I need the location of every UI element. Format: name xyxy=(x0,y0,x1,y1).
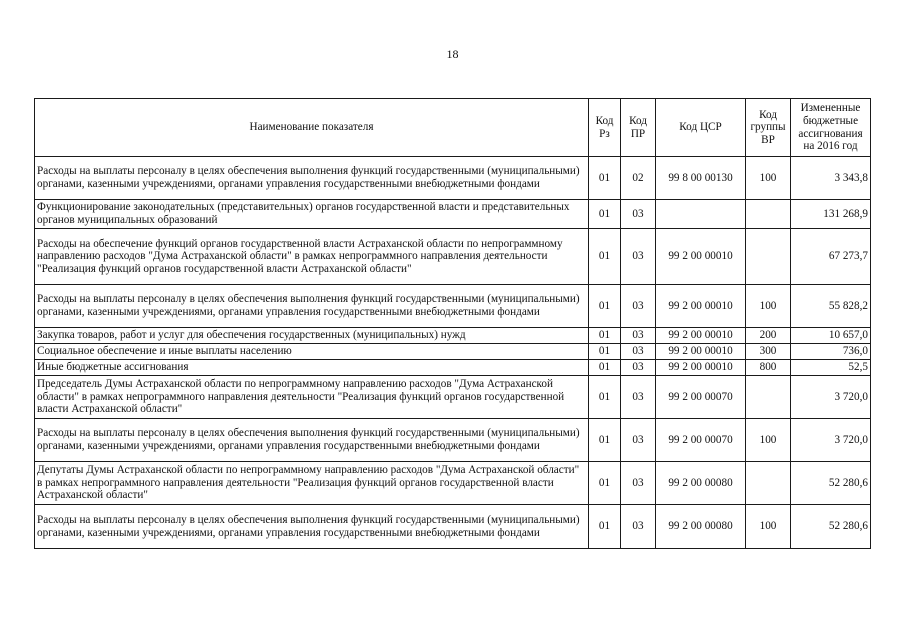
table-row xyxy=(35,200,871,229)
header-rz: Код Рз xyxy=(589,99,621,157)
table-row xyxy=(35,157,871,200)
header-csr: Код ЦСР xyxy=(656,99,746,157)
cell-rz: 01 xyxy=(589,229,621,285)
cell-pr: 03 xyxy=(621,344,656,360)
cell-amount: 3 343,8 xyxy=(791,157,871,200)
cell-amount: 3 720,0 xyxy=(791,419,871,462)
cell-amount: 52 280,6 xyxy=(791,505,871,549)
cell-name: Депутаты Думы Астраханской области по непрограммному направлению расходов "Дума Астраханской области" в рамках непрограммного направления деятельности "Реализация функций органов государственной власти Астраханской области" xyxy=(35,462,589,505)
cell-vr: 100 xyxy=(746,505,791,549)
cell-rz: 01 xyxy=(589,376,621,419)
cell-csr: 99 2 00 00070 xyxy=(656,419,746,462)
cell-name: Социальное обеспечение и иные выплаты населению xyxy=(35,344,589,360)
cell-amount: 67 273,7 xyxy=(791,229,871,285)
cell-rz: 01 xyxy=(589,462,621,505)
cell-pr: 03 xyxy=(621,360,656,376)
cell-pr: 03 xyxy=(621,462,656,505)
cell-rz: 01 xyxy=(589,328,621,344)
cell-amount: 736,0 xyxy=(791,344,871,360)
cell-amount: 52,5 xyxy=(791,360,871,376)
cell-name: Расходы на обеспечение функций органов государственной власти Астраханской области по непрограммному направлению расходов "Дума Астраханской области" в рамках непрограммного направления деятельности "Реализация функций органов государственной власти Астраханской области" xyxy=(35,229,589,285)
table-row xyxy=(35,285,871,328)
cell-csr: 99 2 00 00010 xyxy=(656,344,746,360)
cell-rz: 01 xyxy=(589,419,621,462)
header-name: Наименование показателя xyxy=(35,99,589,157)
cell-csr: 99 2 00 00080 xyxy=(656,462,746,505)
cell-pr: 03 xyxy=(621,376,656,419)
cell-rz: 01 xyxy=(589,157,621,200)
cell-pr: 03 xyxy=(621,285,656,328)
table-row xyxy=(35,360,871,376)
cell-name: Расходы на выплаты персоналу в целях обеспечения выполнения функций государственными (муниципальными) органами, казенными учреждениями, органами управления государственными внебюджетными фондами xyxy=(35,505,589,549)
table-row xyxy=(35,328,871,344)
cell-amount: 52 280,6 xyxy=(791,462,871,505)
cell-pr: 03 xyxy=(621,200,656,229)
cell-csr: 99 2 00 00070 xyxy=(656,376,746,419)
cell-vr xyxy=(746,462,791,505)
cell-name: Иные бюджетные ассигнования xyxy=(35,360,589,376)
table-row xyxy=(35,229,871,285)
cell-pr: 02 xyxy=(621,157,656,200)
cell-name: Расходы на выплаты персоналу в целях обеспечения выполнения функций государственными (муниципальными) органами, казенными учреждениями, органами управления государственными внебюджетными фондами xyxy=(35,157,589,200)
cell-csr: 99 2 00 00010 xyxy=(656,328,746,344)
cell-csr: 99 2 00 00010 xyxy=(656,285,746,328)
cell-name: Закупка товаров, работ и услуг для обеспечения государственных (муниципальных) нужд xyxy=(35,328,589,344)
cell-vr: 300 xyxy=(746,344,791,360)
cell-amount: 131 268,9 xyxy=(791,200,871,229)
cell-name: Расходы на выплаты персоналу в целях обеспечения выполнения функций государственными (муниципальными) органами, казенными учреждениями, органами управления государственными внебюджетными фондами xyxy=(35,285,589,328)
cell-pr: 03 xyxy=(621,328,656,344)
cell-pr: 03 xyxy=(621,419,656,462)
cell-csr: 99 8 00 00130 xyxy=(656,157,746,200)
cell-csr: 99 2 00 00010 xyxy=(656,229,746,285)
header-amount: Измененные бюджетные ассигнования на 2016 год xyxy=(791,99,871,157)
cell-rz: 01 xyxy=(589,360,621,376)
cell-amount: 10 657,0 xyxy=(791,328,871,344)
table-header-row xyxy=(35,99,871,157)
table-row xyxy=(35,419,871,462)
cell-vr: 800 xyxy=(746,360,791,376)
cell-pr: 03 xyxy=(621,229,656,285)
cell-amount: 55 828,2 xyxy=(791,285,871,328)
cell-pr: 03 xyxy=(621,505,656,549)
cell-csr: 99 2 00 00010 xyxy=(656,360,746,376)
cell-rz: 01 xyxy=(589,505,621,549)
table-body xyxy=(35,157,871,549)
cell-vr: 200 xyxy=(746,328,791,344)
table-row xyxy=(35,344,871,360)
cell-name: Расходы на выплаты персоналу в целях обеспечения выполнения функций государственными (муниципальными) органами, казенными учреждениями, органами управления государственными внебюджетными фондами xyxy=(35,419,589,462)
table-row xyxy=(35,505,871,549)
page-number: 18 xyxy=(446,47,459,61)
cell-vr xyxy=(746,229,791,285)
cell-name: Председатель Думы Астраханской области по непрограммному направлению расходов "Дума Астраханской области" в рамках непрограммного направления деятельности "Реализация функций органов государственной власти Астраханской области" xyxy=(35,376,589,419)
cell-rz: 01 xyxy=(589,285,621,328)
header-pr: Код ПР xyxy=(621,99,656,157)
cell-amount: 3 720,0 xyxy=(791,376,871,419)
cell-vr: 100 xyxy=(746,285,791,328)
cell-rz: 01 xyxy=(589,344,621,360)
cell-name: Функционирование законодательных (представительных) органов государственной власти и представительных органов муниципальных образований xyxy=(35,200,589,229)
cell-csr xyxy=(656,200,746,229)
cell-vr xyxy=(746,376,791,419)
header-vr: Код группы ВР xyxy=(746,99,791,157)
table-row xyxy=(35,376,871,419)
cell-vr: 100 xyxy=(746,157,791,200)
cell-csr: 99 2 00 00080 xyxy=(656,505,746,549)
cell-vr xyxy=(746,200,791,229)
table-row xyxy=(35,462,871,505)
cell-rz: 01 xyxy=(589,200,621,229)
budget-table xyxy=(34,98,871,549)
cell-vr: 100 xyxy=(746,419,791,462)
